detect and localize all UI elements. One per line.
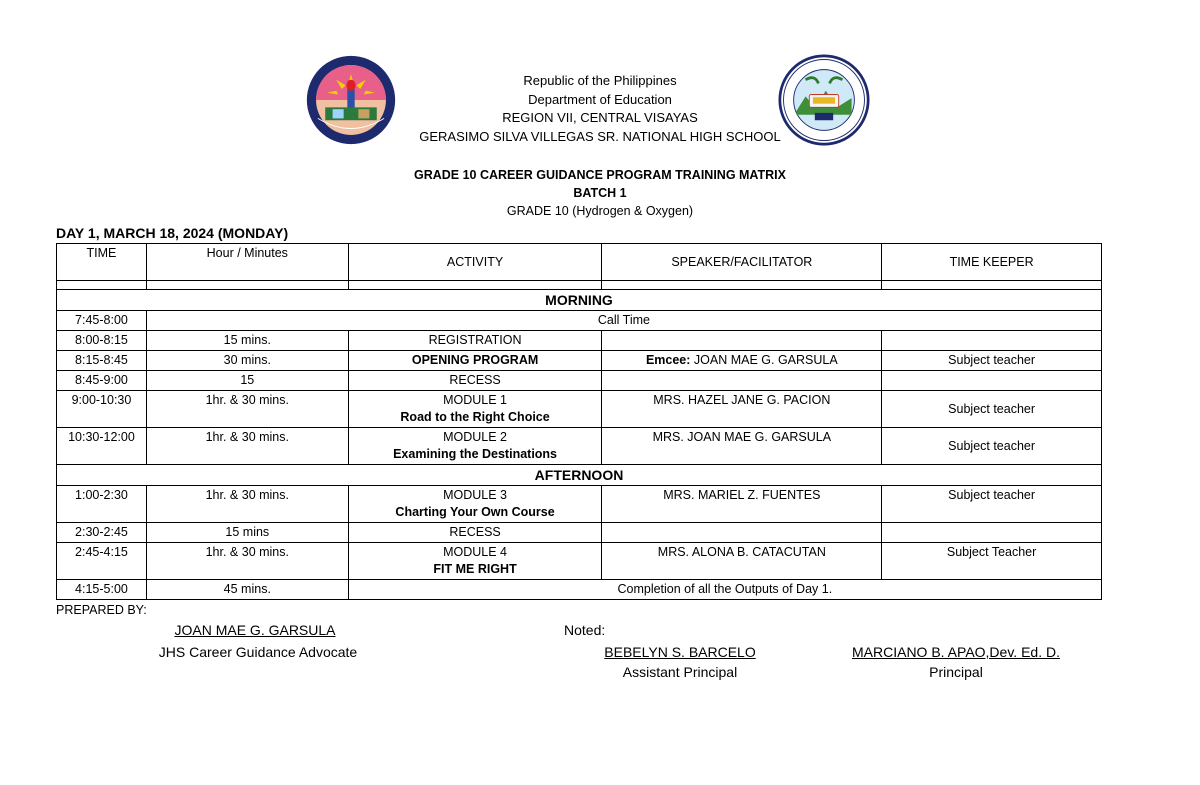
cell-timekeeper: [882, 371, 1102, 391]
cell-time: 9:00-10:30: [57, 391, 147, 428]
matrix-title: GRADE 10 CAREER GUIDANCE PROGRAM TRAINING MATRIX: [413, 168, 786, 182]
training-matrix-table: [56, 243, 1102, 600]
speaker-name: JOAN MAE G. GARSULA: [690, 353, 838, 367]
cell-hours: 1hr. & 30 mins.: [146, 428, 348, 465]
module-label: MODULE 1: [443, 393, 508, 407]
cell-speaker: MRS. MARIEL Z. FUENTES: [602, 486, 882, 523]
cell-time: 2:30-2:45: [57, 523, 147, 543]
cell-time: 4:15-5:00: [57, 580, 147, 600]
table-row: [57, 523, 1102, 543]
cell-speaker: [602, 351, 882, 371]
spacer-row: [57, 281, 1102, 290]
cell-timekeeper: [882, 523, 1102, 543]
module-title: Examining the Destinations: [393, 447, 558, 461]
header-time: TIME: [57, 244, 147, 281]
document-header: [0, 72, 1200, 146]
cell-completion: Completion of all the Outputs of Day 1.: [348, 580, 1101, 600]
header-speaker: SPEAKER/FACILITATOR: [602, 244, 882, 281]
cell-time: 1:00-2:30: [57, 486, 147, 523]
table-row: [57, 428, 1102, 465]
cell-timekeeper: Subject teacher: [882, 391, 1102, 428]
module-title: Road to the Right Choice: [400, 410, 550, 424]
table-row: [57, 391, 1102, 428]
cell-hours: 15 mins: [146, 523, 348, 543]
cell-timekeeper: Subject teacher: [882, 486, 1102, 523]
cell-time: 7:45-8:00: [57, 311, 147, 331]
grade-section-label: GRADE 10 (Hydrogen & Oxygen): [506, 204, 694, 218]
table-row: [57, 543, 1102, 580]
batch-label: BATCH 1: [573, 186, 627, 200]
cell-speaker: [602, 371, 882, 391]
cell-call-time: Call Time: [146, 311, 1101, 331]
cell-hours: 1hr. & 30 mins.: [146, 543, 348, 580]
cell-speaker: MRS. HAZEL JANE G. PACION: [602, 391, 882, 428]
section-label-morning: MORNING: [57, 290, 1102, 311]
principal-title: Principal: [929, 664, 983, 680]
section-row-afternoon: [57, 465, 1102, 486]
table-row: [57, 351, 1102, 371]
day-title: DAY 1, MARCH 18, 2024 (MONDAY): [56, 225, 289, 241]
cell-hours: 15: [146, 371, 348, 391]
table-row: [57, 580, 1102, 600]
header-hours: Hour / Minutes: [146, 244, 348, 281]
table-row: [57, 331, 1102, 351]
cell-hours: 1hr. & 30 mins.: [146, 486, 348, 523]
cell-activity: [348, 543, 602, 580]
assistant-principal-title: Assistant Principal: [622, 664, 738, 680]
cell-speaker: MRS. ALONA B. CATACUTAN: [602, 543, 882, 580]
cell-timekeeper: Subject teacher: [882, 351, 1102, 371]
preparer-signature: [140, 622, 370, 638]
table-row: [57, 486, 1102, 523]
principal-signature: [826, 644, 1086, 680]
cell-hours: 45 mins.: [146, 580, 348, 600]
activity-opening-program: OPENING PROGRAM: [411, 353, 539, 367]
cell-speaker: [602, 523, 882, 543]
cell-timekeeper: [882, 331, 1102, 351]
module-title: Charting Your Own Course: [395, 505, 555, 519]
assistant-principal-signature: [580, 644, 780, 680]
assistant-principal-name: BEBELYN S. BARCELO: [604, 644, 756, 660]
prepared-by-label: PREPARED BY:: [56, 603, 147, 617]
cell-activity: RECESS: [348, 523, 602, 543]
principal-name: MARCIANO B. APAO,Dev. Ed. D.: [852, 644, 1060, 660]
header-republic: Republic of the Philippines: [523, 73, 677, 88]
table-row: [57, 371, 1102, 391]
cell-activity: RECESS: [348, 371, 602, 391]
preparer-name: JOAN MAE G. GARSULA: [174, 622, 336, 638]
cell-activity: [348, 351, 602, 371]
cell-activity: REGISTRATION: [348, 331, 602, 351]
cell-timekeeper: Subject Teacher: [882, 543, 1102, 580]
cell-time: 2:45-4:15: [57, 543, 147, 580]
module-title: FIT ME RIGHT: [433, 562, 517, 576]
header-school: GERASIMO SILVA VILLEGAS SR. NATIONAL HIGH SCHOOL: [419, 128, 781, 144]
table-header-row: [57, 244, 1102, 281]
cell-activity: [348, 391, 602, 428]
matrix-title-block: [0, 166, 1200, 220]
cell-hours: 30 mins.: [146, 351, 348, 371]
cell-hours: 1hr. & 30 mins.: [146, 391, 348, 428]
header-region: REGION VII, CENTRAL VISAYAS: [502, 110, 698, 125]
cell-time: 8:45-9:00: [57, 371, 147, 391]
noted-label: Noted:: [564, 622, 606, 638]
cell-activity: [348, 428, 602, 465]
cell-hours: 15 mins.: [146, 331, 348, 351]
cell-speaker: MRS. JOAN MAE G. GARSULA: [602, 428, 882, 465]
module-label: MODULE 2: [443, 430, 508, 444]
cell-activity: [348, 486, 602, 523]
header-timekeeper: TIME KEEPER: [882, 244, 1102, 281]
preparer-title-block: [128, 644, 388, 660]
table-row: [57, 311, 1102, 331]
section-label-afternoon: AFTERNOON: [57, 465, 1102, 486]
section-row-morning: [57, 290, 1102, 311]
preparer-title: JHS Career Guidance Advocate: [158, 644, 358, 660]
cell-time: 8:00-8:15: [57, 331, 147, 351]
cell-timekeeper: Subject teacher: [882, 428, 1102, 465]
module-label: MODULE 4: [443, 545, 508, 559]
speaker-role-label: Emcee:: [645, 353, 691, 367]
module-label: MODULE 3: [443, 488, 508, 502]
header-activity: ACTIVITY: [348, 244, 602, 281]
header-department: Department of Education: [528, 91, 672, 107]
cell-speaker: [602, 331, 882, 351]
cell-time: 8:15-8:45: [57, 351, 147, 371]
cell-time: 10:30-12:00: [57, 428, 147, 465]
